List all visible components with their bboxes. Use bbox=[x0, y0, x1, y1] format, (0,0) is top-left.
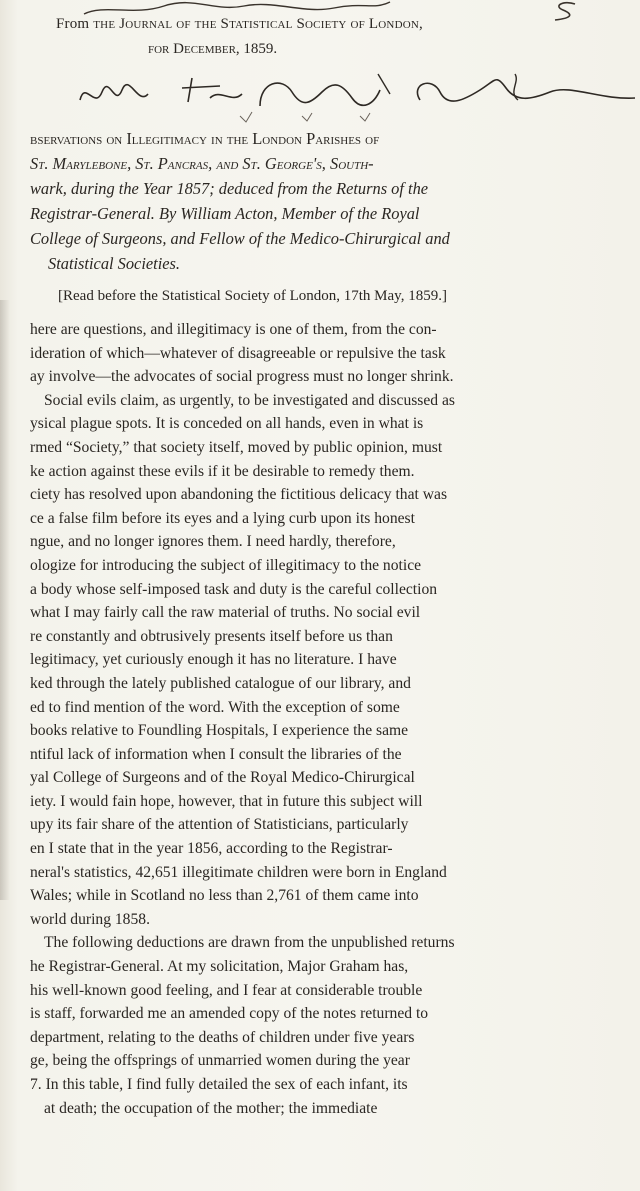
body-line: is staff, forwarded me an amended copy of the notes returned to bbox=[30, 1005, 429, 1023]
handwritten-signature bbox=[60, 70, 640, 130]
body-line: a body whose self-imposed task and duty is the careful collection bbox=[30, 580, 438, 598]
body-line: en I state that in the year 1856, according to the Registrar- bbox=[30, 840, 393, 858]
title-line-4: Registrar-General. By William Acton, Member of the Royal bbox=[30, 204, 420, 223]
body-line: iety. I would fain hope, however, that in future this subject will bbox=[30, 792, 423, 810]
title-line-6: Statistical Societies. bbox=[48, 254, 181, 273]
body-line: his well-known good feeling, and I fear at considerable trouble bbox=[30, 981, 423, 999]
body-line: ked through the lately published catalogue of our library, and bbox=[30, 674, 411, 692]
body-line: what I may fairly call the raw material of truths. No social evil bbox=[30, 604, 421, 622]
journal-header bbox=[56, 16, 626, 33]
body-line: re constantly and obtrusively presents itself before us than bbox=[30, 627, 393, 645]
body-line: yal College of Surgeons and of the Royal Medico-Chirurgical bbox=[30, 769, 415, 787]
body-line: ysical plague spots. It is conceded on all hands, even in what is bbox=[30, 415, 424, 433]
body-line: here are questions, and illegitimacy is one of them, from the con- bbox=[30, 321, 437, 338]
body-line: Wales; while in Scotland no less than 2,761 of them came into bbox=[30, 887, 419, 905]
from-word: From bbox=[56, 16, 90, 32]
body-line: ed to find mention of the word. With the exception of some bbox=[30, 698, 400, 716]
body-line: rmed “Society,” that society itself, moved by public opinion, must bbox=[30, 438, 443, 456]
title-line-5: College of Surgeons, and Fellow of the Medico-Chirurgical and bbox=[30, 229, 450, 248]
body-line: ngue, and no longer ignores them. I need hardly, therefore, bbox=[30, 533, 396, 551]
body-line: he Registrar-General. At my solicitation, Major Graham has, bbox=[30, 958, 409, 976]
body-line: books relative to Foundling Hospitals, I experience the same bbox=[30, 722, 409, 740]
body-line: ologize for introducing the subject of illegitimacy to the notice bbox=[30, 556, 422, 574]
body-line: ke action against these evils if it be desirable to remedy them. bbox=[30, 462, 415, 480]
body-line: ntiful lack of information when I consult the libraries of the bbox=[30, 745, 402, 763]
body-line: neral's statistics, 42,651 illegitimate children were born in England bbox=[30, 863, 447, 881]
issue-line: for December, 1859. bbox=[148, 41, 278, 57]
body-line: ce a false film before its eyes and a lying curb upon its honest bbox=[30, 509, 415, 527]
title-line-3: wark, during the Year 1857; deduced from the Returns of the bbox=[30, 179, 429, 198]
body-line: ciety has resolved upon abandoning the fictitious delicacy that was bbox=[30, 486, 448, 504]
body-line: ideration of which—whatever of disagreeable or repulsive the task bbox=[30, 344, 446, 362]
body-line: at death; the occupation of the mother; the immediate bbox=[44, 1099, 378, 1117]
binding-shadow bbox=[0, 300, 10, 900]
journal-name: the Journal of the Statistical Society of London, bbox=[93, 16, 423, 32]
article-body bbox=[30, 318, 626, 1120]
title-line-1: bservations on Illegitimacy in the London Parishes of bbox=[30, 129, 380, 148]
body-line: 7. In this table, I find fully detailed the sex of each infant, its bbox=[30, 1076, 408, 1093]
body-line: upy its fair share of the attention of Statisticians, particularly bbox=[30, 816, 409, 834]
body-line: legitimacy, yet curiously enough it has no literature. I have bbox=[30, 651, 397, 669]
article-title bbox=[30, 126, 630, 276]
body-line: Social evils claim, as urgently, to be investigated and discussed as bbox=[44, 391, 455, 409]
body-line: department, relating to the deaths of children under five years bbox=[30, 1028, 415, 1046]
reading-note: [Read before the Statistical Society of London, 17th May, 1859.] bbox=[58, 288, 447, 304]
title-line-2: St. Marylebone, St. Pancras, and St. George's, South- bbox=[30, 154, 374, 173]
body-line: ge, being the offsprings of unmarried women during the year bbox=[30, 1052, 410, 1070]
body-line: The following deductions are drawn from the unpublished returns bbox=[44, 934, 455, 952]
body-line: world during 1858. bbox=[30, 910, 150, 928]
body-line: ay involve—the advocates of social progress must no longer shrink. bbox=[30, 368, 454, 386]
